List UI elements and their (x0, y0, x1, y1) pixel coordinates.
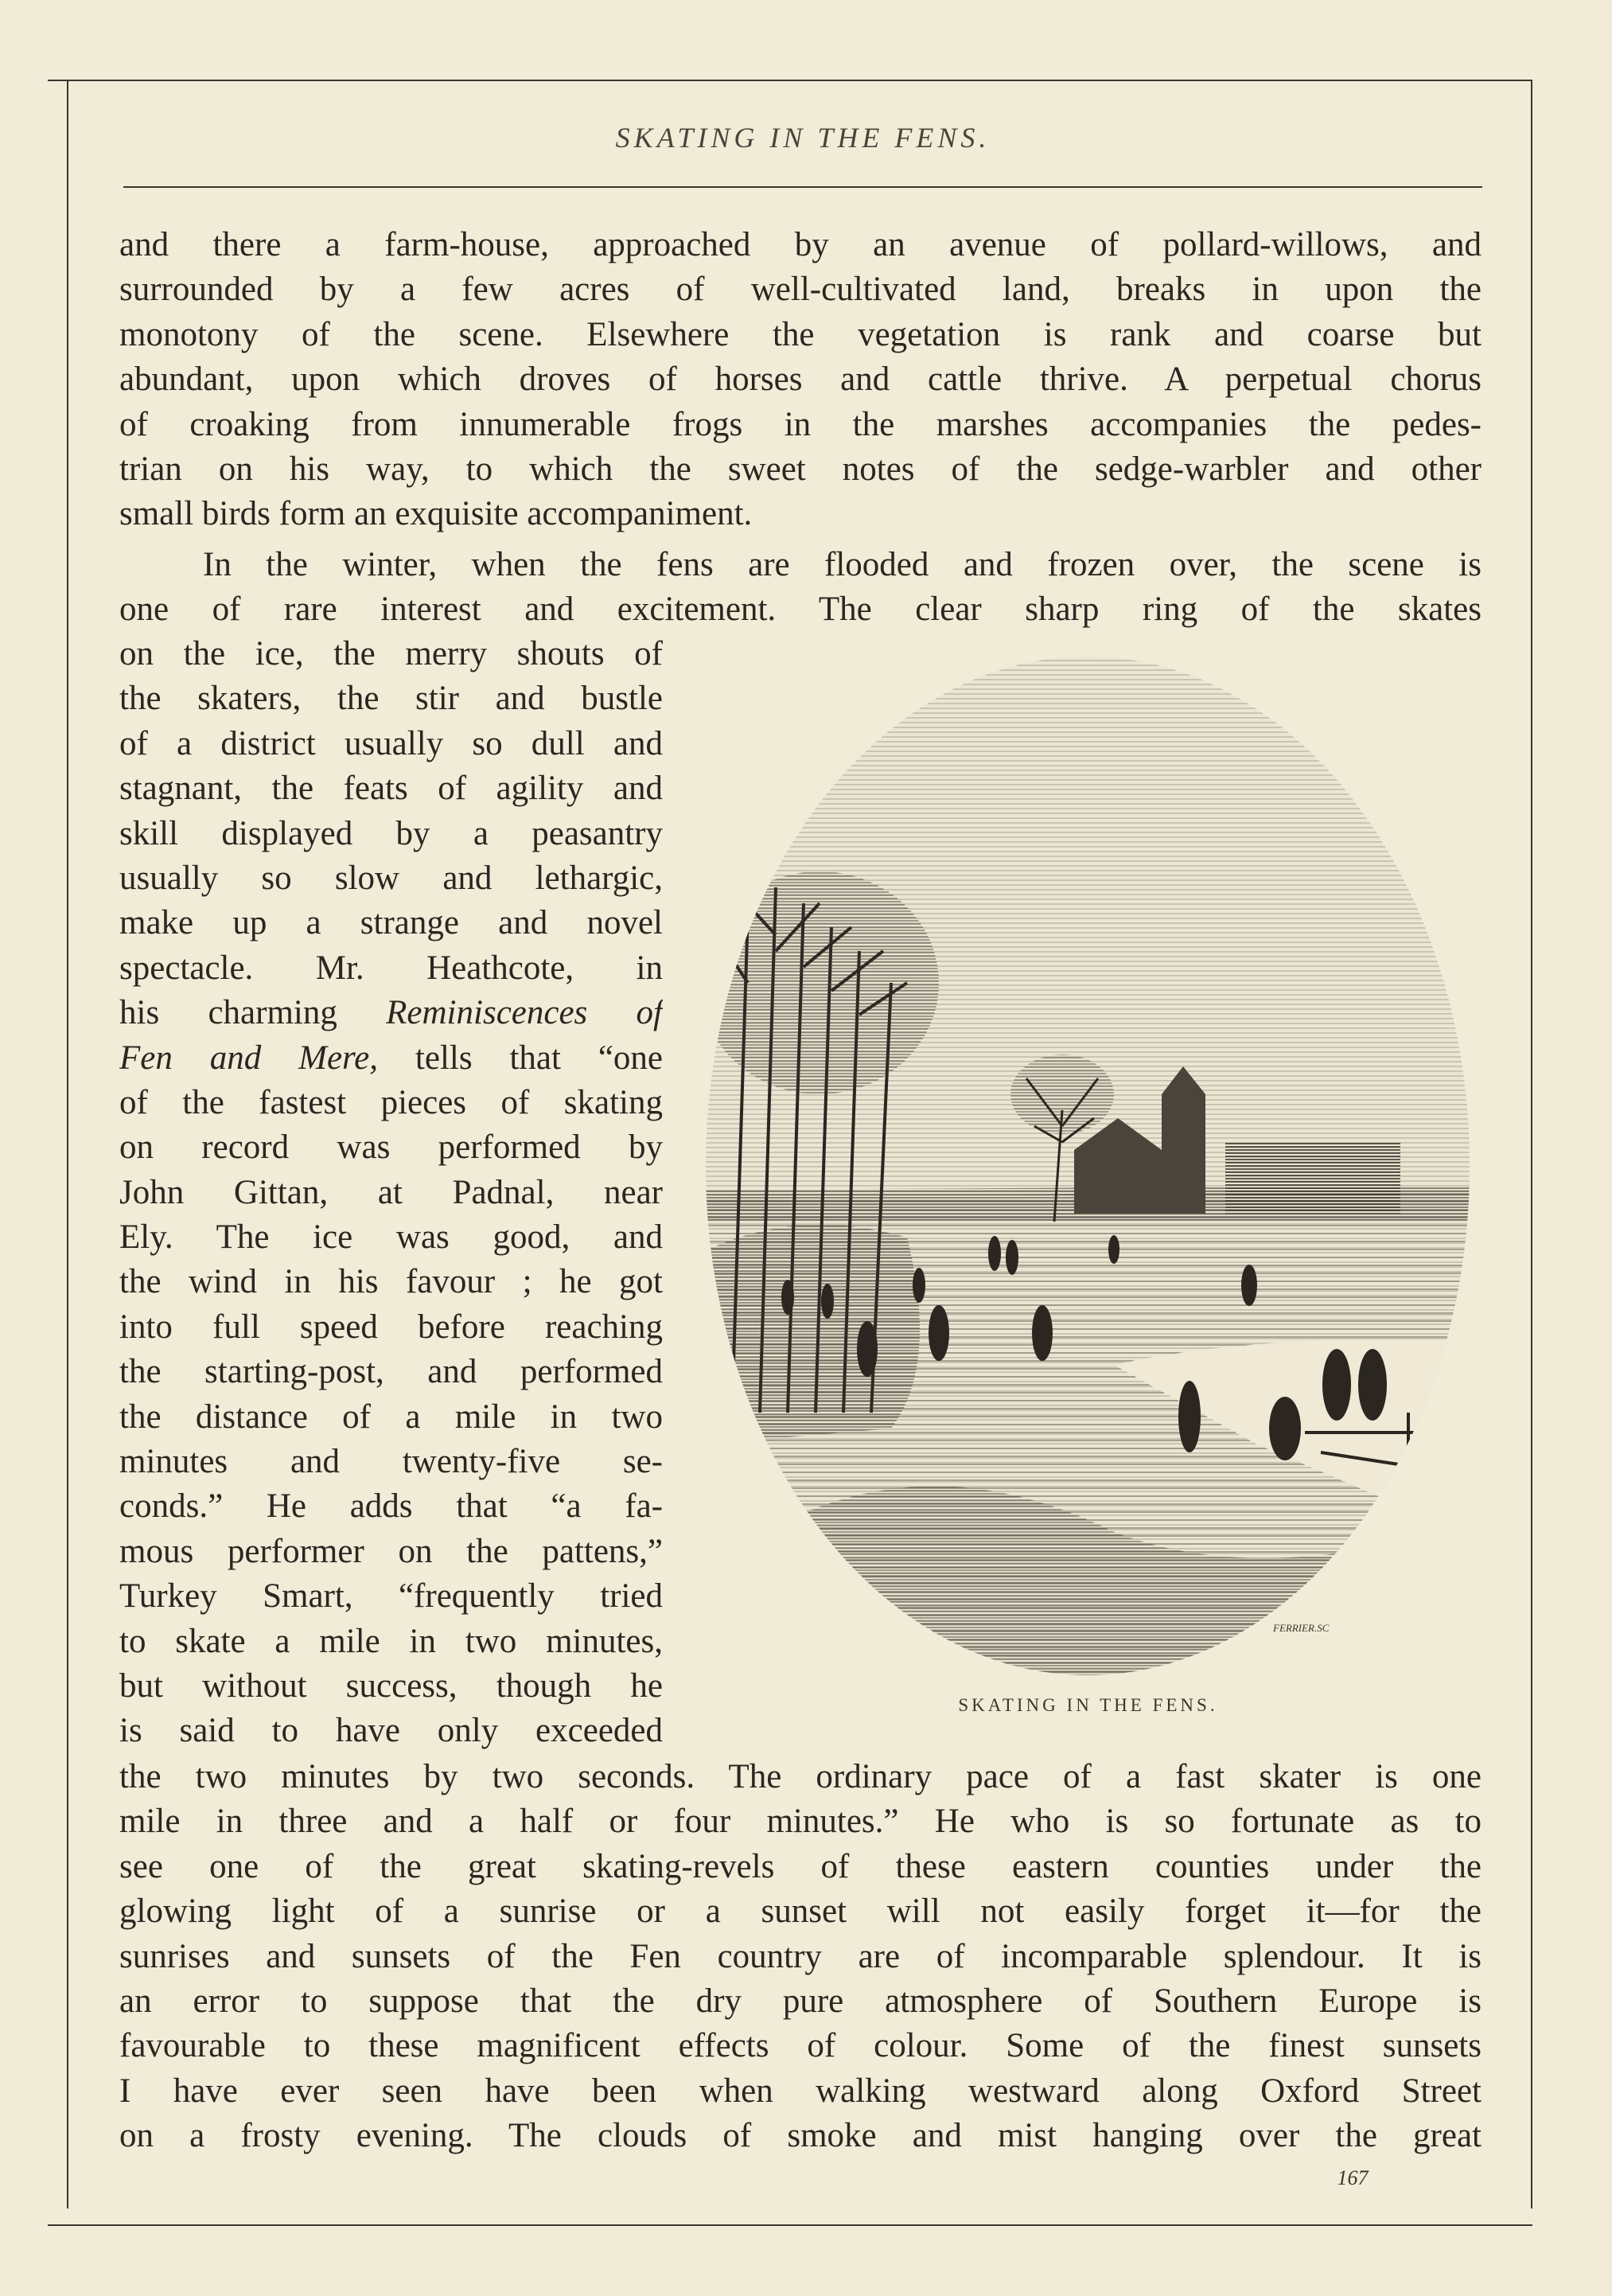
engraver-signature: FERRIER.SC (1273, 1622, 1330, 1634)
tree-canopy-left (700, 871, 939, 1094)
engraving-skating-in-the-fens (700, 649, 1476, 1683)
text-line: one of rare interest and excitement. The clear sharp ring of the skates (119, 591, 1482, 629)
text-line: of croaking from innumerable frogs in the marshes accompanies the pedes- (119, 405, 1482, 443)
text-line: the skaters, the stir and bustle (119, 680, 663, 718)
text-line: Turkey Smart, “frequently tried (119, 1577, 663, 1616)
text-line: the wind in his favour ; he got (119, 1263, 663, 1301)
text-line: conds.” He adds that “a fa- (119, 1487, 663, 1526)
text-line: In the winter, when the fens are flooded and frozen over, the scene is (203, 546, 1482, 583)
text-line: usually so slow and lethargic, (119, 859, 663, 897)
page-frame-bottom (48, 2224, 1532, 2226)
text-line: favourable to these magnificent effects of colour. Some of the finest sunsets (119, 2027, 1482, 2065)
text-line: the two minutes by two seconds. The ordinary pace of a fast skater is one (119, 1758, 1482, 1795)
text-line: small birds form an exquisite accompaniment. (119, 495, 753, 533)
text-line: see one of the great skating-revels of these eastern counties under the (119, 1847, 1482, 1885)
text-line: skill displayed by a peasantry (119, 814, 663, 852)
text-line: into full speed before reaching (119, 1308, 663, 1346)
page-frame-top (48, 80, 1532, 81)
text-line: on a frosty evening. The clouds of smoke and mist hanging over the great (119, 2117, 1482, 2155)
paragraph-2-opening (119, 543, 1482, 633)
text-line: and there a farm-house, approached by an avenue of pollard-willows, and (119, 226, 1482, 263)
running-head: SKATING IN THE FENS. (615, 122, 991, 154)
text-line: minutes and twenty-five se- (119, 1443, 663, 1481)
text-line: of the fastest pieces of skating (119, 1083, 663, 1121)
reeds-left-bank (700, 1225, 920, 1444)
header-rule (123, 186, 1482, 188)
text-line: the starting-post, and performed (119, 1353, 663, 1391)
text-line: abundant, upon which droves of horses and cattle thrive. A perpetual chorus (119, 361, 1482, 399)
text-fragment: his charming (119, 994, 337, 1032)
text-line: the distance of a mile in two (119, 1397, 663, 1436)
text-line: spectacle. Mr. Heathcote, in (119, 949, 663, 987)
text-line: on record was performed by (119, 1129, 663, 1167)
paragraph-1 (119, 223, 1482, 537)
figure-caption: SKATING IN THE FENS. (958, 1695, 1218, 1715)
text-line: I have ever seen have been when walking westward along Oxford Street (119, 2072, 1482, 2110)
engraving-scene (700, 649, 1476, 1683)
text-line: monotony of the scene. Elsewhere the vegetation is rank and coarse but (119, 315, 1482, 353)
text-line: Ely. The ice was good, and (119, 1218, 663, 1257)
text-line: of a district usually so dull and (119, 724, 663, 762)
text-line: sunrises and sunsets of the Fen country are of incomparable splendour. It is (119, 1937, 1482, 1975)
text-line: to skate a mile in two minutes, (119, 1622, 663, 1660)
page-frame-left (67, 81, 68, 2208)
text-line-with-title (119, 991, 663, 1035)
text-line: mous performer on the pattens,” (119, 1532, 663, 1570)
text-line-with-title (119, 1036, 663, 1081)
text-line: but without success, though he (119, 1666, 663, 1705)
book-title-part-2: Fen and Mere, (119, 1039, 379, 1077)
page-number: 167 (1337, 2166, 1369, 2189)
text-fragment: tells that “one (415, 1039, 663, 1077)
text-line: glowing light of a sunrise or a sunset will not easily forget it—for the (119, 1893, 1482, 1931)
text-line: stagnant, the feats of agility and (119, 770, 663, 808)
text-line: on the ice, the merry shouts of (119, 635, 663, 672)
text-line: make up a strange and novel (119, 904, 663, 942)
text-line: is said to have only exceeded (119, 1712, 663, 1750)
text-line: mile in three and a half or four minutes.” He who is so fortunate as to (119, 1803, 1482, 1841)
tree-canopy-mid (1010, 1054, 1114, 1134)
paragraph-2-beside-figure (119, 632, 663, 1754)
text-line: John Gittan, at Padnal, near (119, 1173, 663, 1211)
book-title-part-1: Reminiscences of (386, 994, 663, 1032)
page-frame-right (1531, 81, 1532, 2208)
paragraph-2-continuation (119, 1755, 1482, 2159)
text-line: an error to suppose that the dry pure atmosphere of Southern Europe is (119, 1982, 1482, 2020)
text-line: trian on his way, to which the sweet notes of the sedge-warbler and other (119, 450, 1482, 488)
text-line: surrounded by a few acres of well-cultivated land, breaks in upon the (119, 271, 1482, 309)
